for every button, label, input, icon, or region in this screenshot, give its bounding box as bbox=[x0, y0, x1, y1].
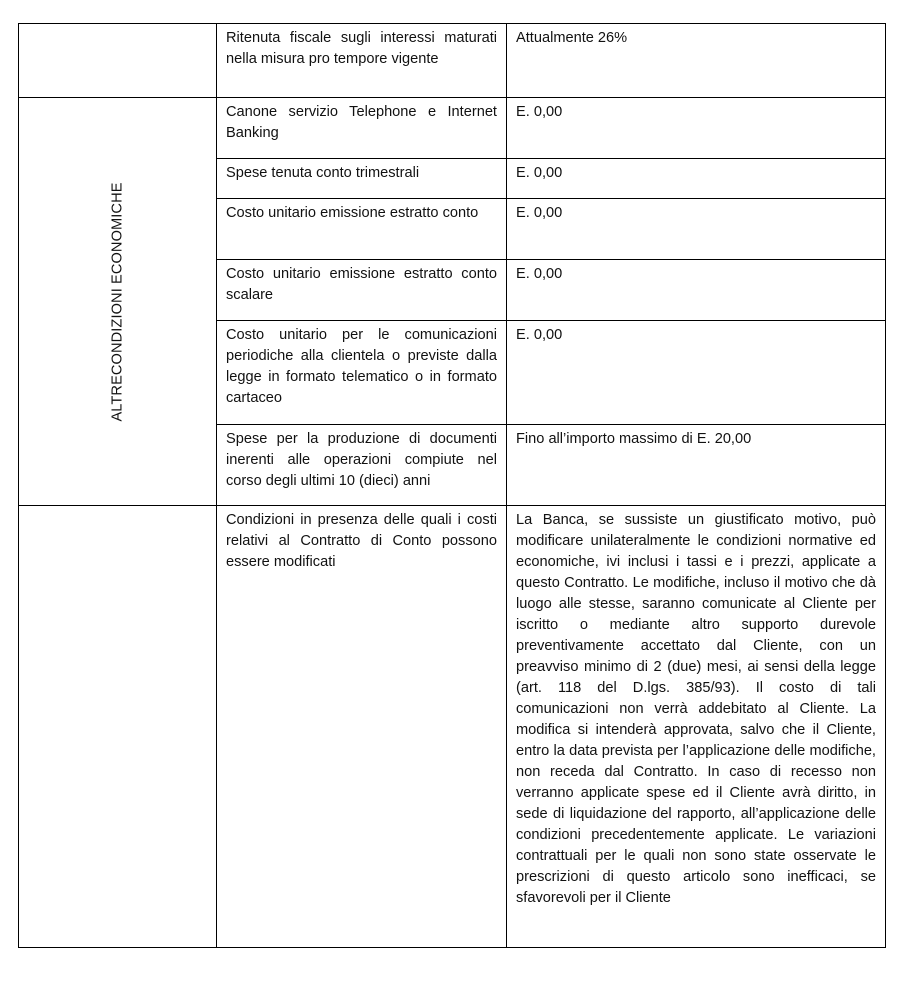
row-value: Attualmente 26% bbox=[507, 24, 886, 98]
row-description: Canone servizio Telephone e Internet Banking bbox=[217, 98, 507, 159]
row-value: E. 0,00 bbox=[507, 98, 886, 159]
row-description: Ritenuta fiscale sugli interessi maturati nella misura pro tempore vigente bbox=[217, 24, 507, 98]
section-cell-empty bbox=[19, 506, 217, 948]
table-row bbox=[19, 506, 886, 948]
row-description: Costo unitario emissione estratto conto scalare bbox=[217, 260, 507, 321]
section-label: ALTRECONDIZIONI ECONOMICHE bbox=[109, 181, 125, 422]
row-value: E. 0,00 bbox=[507, 260, 886, 321]
row-value: E. 0,00 bbox=[507, 199, 886, 260]
row-value: E. 0,00 bbox=[507, 159, 886, 199]
row-value: Fino all’importo massimo di E. 20,00 bbox=[507, 425, 886, 506]
row-value: E. 0,00 bbox=[507, 321, 886, 425]
section-label-cell bbox=[19, 98, 217, 506]
row-description: Costo unitario emissione estratto conto bbox=[217, 199, 507, 260]
conditions-table bbox=[18, 23, 886, 948]
table-row bbox=[19, 98, 886, 159]
row-value: La Banca, se sussiste un giustificato motivo, può modificare unilateralmente le condizioni normative ed economiche, ivi inclusi i tassi e i prezzi, applicate a questo Contratto. Le modifiche, incluso il motivo che dà luogo alle stesse, saranno comunicate al Cliente per iscritto o mediante altro supporto durevole preventivamente accettato dal Cliente, con un preavviso minimo di 2 (due) mesi, ai sensi della legge (art. 118 del D.lgs. 385/93). Il costo di tali comunicazioni non verrà addebitato al Cliente. La modifica si intenderà approvata, salvo che il Cliente, entro la data prevista per l’applicazione delle modifiche, non receda dal Contratto. In caso di recesso non verranno applicate spese ed il Cliente avrà diritto, in sede di liquidazione del rapporto, all’applicazione delle condizioni precedentemente applicate. Le variazioni contrattuali per le quali non sono state osservate le prescrizioni di questo articolo sono inefficaci, se sfavorevoli per il Cliente bbox=[507, 506, 886, 948]
section-cell-empty bbox=[19, 24, 217, 98]
table-row bbox=[19, 24, 886, 98]
row-description: Spese tenuta conto trimestrali bbox=[217, 159, 507, 199]
row-description: Condizioni in presenza delle quali i costi relativi al Contratto di Conto possono essere modificati bbox=[217, 506, 507, 948]
row-description: Spese per la produzione di documenti inerenti alle operazioni compiute nel corso degli ultimi 10 (dieci) anni bbox=[217, 425, 507, 506]
row-description: Costo unitario per le comunicazioni periodiche alla clientela o previste dalla legge in formato telematico o in formato cartaceo bbox=[217, 321, 507, 425]
